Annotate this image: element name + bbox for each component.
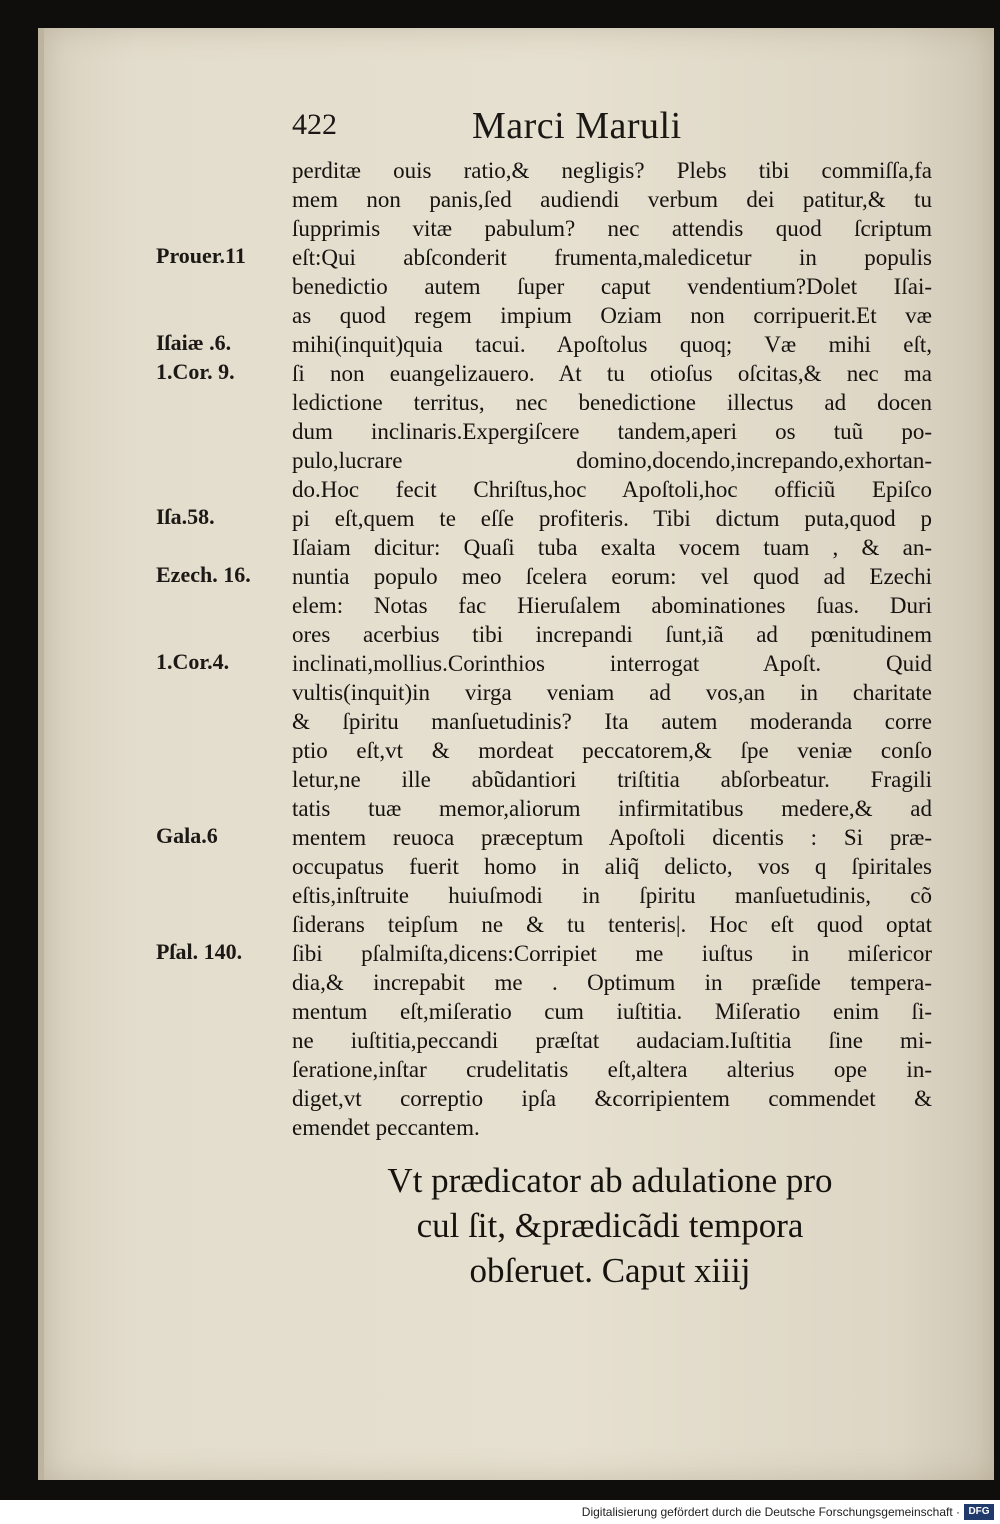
text-line: letur,ne ille abũdantiori triſtitia abſorbeatur. Fragili	[292, 767, 932, 792]
text-line: ſiderans teipſum ne & tu tenteris|. Hoc eſt quod optat	[292, 912, 932, 937]
text-line: diget,vt correptio ipſa &corripientem commendet &	[292, 1086, 932, 1111]
text-line: ores acerbius tibi increpandi ſunt,iã ad pœnitudinem	[292, 622, 932, 647]
dfg-logo: DFG	[964, 1504, 994, 1520]
margin-note: Iſaiæ .6.	[156, 330, 232, 355]
chapter-heading-line: obſeruet. Caput xiiij	[469, 1251, 751, 1290]
text-line: vultis(inquit)in virga veniam ad vos,an in charitate	[292, 680, 932, 705]
margin-note: 1.Cor.4.	[156, 649, 230, 674]
text-line: as quod regem impium Oziam non corripuerit.Et væ	[292, 303, 932, 328]
chapter-heading-line: cul ſit, &prædicãdi tempora	[416, 1206, 804, 1245]
text-line: occupatus fuerit homo in aliq̃ delicto, vos q ſpiritales	[292, 854, 932, 879]
text-line: eſtis,inſtruite huiuſmodi in ſpiritu manſuetudinis, cõ	[292, 883, 932, 908]
funding-credit: Digitalisierung gefördert durch die Deutsche Forschungsgemeinschaft ·	[581, 1505, 960, 1519]
text-line: ledictione territus, nec benedictione illectus ad docen	[292, 390, 932, 415]
text-line: mentem reuoca præceptum Apoſtoli dicentis : Si præ-	[292, 825, 932, 850]
text-line: nuntia populo meo ſcelera eorum: vel quod ad Ezechi	[292, 564, 932, 589]
margin-note: Iſa.58.	[156, 504, 215, 529]
text-line: & ſpiritu manſuetudinis? Ita autem moderanda corre	[292, 709, 932, 734]
text-line: emendet peccantem.	[292, 1115, 480, 1140]
text-line: Iſaiam dicitur: Quaſi tuba exalta vocem tuam , & an-	[292, 535, 932, 560]
text-line: dum inclinaris.Expergiſcere tandem,aperi os tuũ po-	[292, 419, 932, 444]
page-number: 422	[292, 108, 337, 141]
margin-note: Prouer.11	[156, 243, 246, 268]
text-line: ſibi pſalmiſta,dicens:Corripiet me iuſtus in miſericor	[292, 941, 932, 966]
text-line: ptio eſt,vt & mordeat peccatorem,& ſpe veniæ conſo	[292, 738, 932, 763]
margin-note: Pſal. 140.	[156, 939, 243, 964]
text-line: mentum eſt,miſeratio cum iuſtitia. Miſeratio enim ſi-	[292, 999, 932, 1024]
text-line: do.Hoc fecit Chriſtus,hoc Apoſtoli,hoc officiũ Epiſco	[292, 477, 932, 502]
text-line: mihi(inquit)quia tacui. Apoſtolus quoq; Væ mihi eſt,	[292, 332, 932, 357]
text-line: benedictio autem ſuper caput vendentium?Dolet Iſai-	[292, 274, 932, 299]
text-line: elem: Notas fac Hieruſalem abominationes ſuas. Duri	[292, 593, 932, 618]
text-line: tatis tuæ memor,aliorum infirmitatibus medere,& ad	[292, 796, 932, 821]
text-line: mem non panis,ſed audiendi verbum dei patitur,& tu	[292, 187, 932, 212]
text-line: perditæ ouis ratio,& negligis? Plebs tibi commiſſa,fa	[292, 158, 932, 183]
running-title: Marci Maruli	[472, 105, 682, 147]
text-line: inclinati,mollius.Corinthios interrogat Apoſt. Quid	[292, 651, 932, 676]
text-line: dia,& increpabit me . Optimum in præſide tempera-	[292, 970, 932, 995]
text-line: ſupprimis vitæ pabulum? nec attendis quod ſcriptum	[292, 216, 932, 241]
chapter-heading	[290, 1158, 930, 1293]
text-line: pulo,lucrare domino,docendo,increpando,exhortan-	[292, 448, 932, 473]
body-text	[292, 156, 932, 1142]
text-line: eſt:Qui abſconderit frumenta,maledicetur in populis	[292, 245, 932, 270]
text-line: ſeratione,inſtar crudelitatis eſt,altera alterius ope in-	[292, 1057, 932, 1082]
chapter-heading-line: Vt prædicator ab adulatione pro	[387, 1161, 833, 1200]
page-header	[292, 104, 712, 148]
margin-note: Gala.6	[156, 823, 218, 848]
margin-note: Ezech. 16.	[156, 562, 251, 587]
text-line: ne iuſtitia,peccandi præſtat audaciam.Iuſtitia ſine mi-	[292, 1028, 932, 1053]
digitization-footer	[0, 1500, 1000, 1524]
text-line: pi eſt,quem te eſſe profiteris. Tibi dictum puta,quod p	[292, 506, 932, 531]
text-line: ſi non euangelizauero. At tu otioſus oſcitas,& nec ma	[292, 361, 932, 386]
margin-note: 1.Cor. 9.	[156, 359, 235, 384]
